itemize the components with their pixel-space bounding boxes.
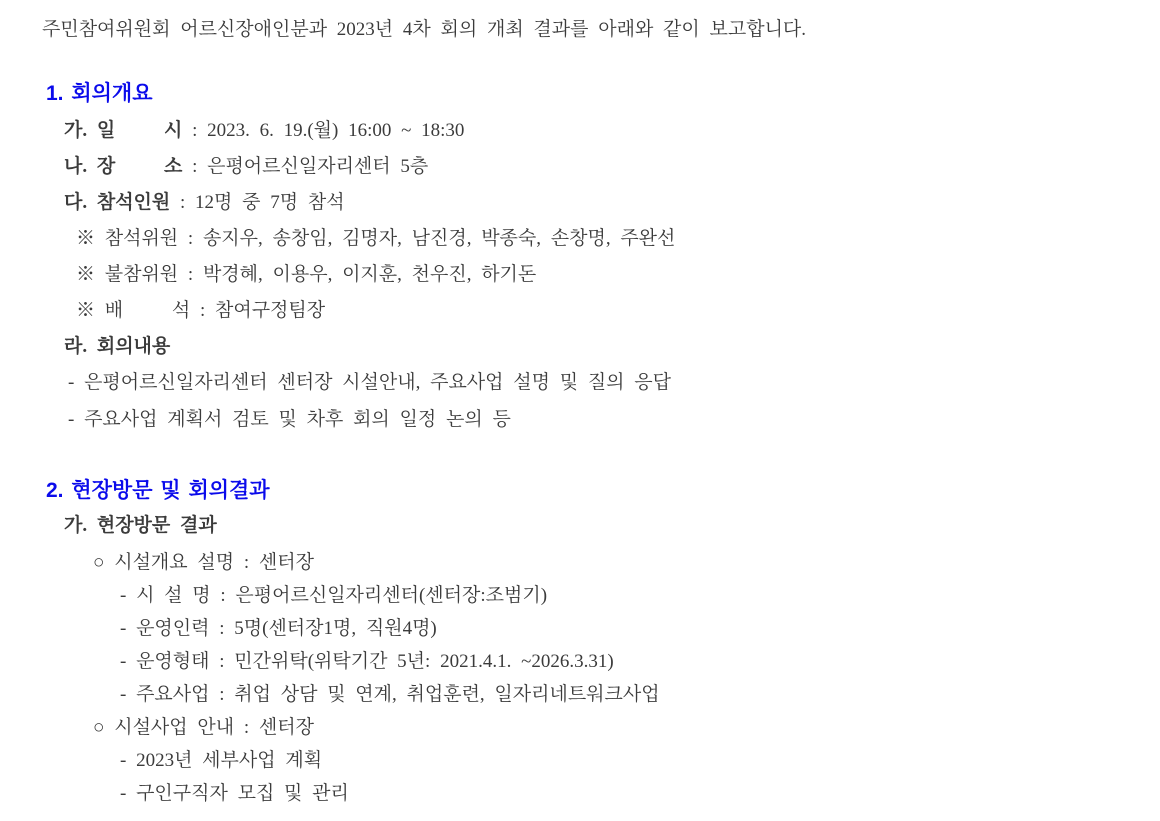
attendance-count-line xyxy=(0,191,1160,215)
section-2-heading xyxy=(0,478,1160,503)
text-segment: - 시 설 명 : 은평어르신일자리센터(센터장:조범기) xyxy=(120,585,548,606)
text-segment: ※ 불참위원 : 박경혜, 이용우, 이지훈, 천우진, 하기돈 xyxy=(76,264,537,285)
label-text: 다. 참석인원 xyxy=(64,192,171,213)
text-segment: ○ 시설사업 안내 : 센터장 xyxy=(93,717,314,738)
meeting-content-item-2 xyxy=(0,408,1160,432)
facility-business-guide-line xyxy=(0,716,1160,740)
meeting-place-line xyxy=(0,155,1160,179)
text-segment: - 2023년 세부사업 계획 xyxy=(120,750,323,771)
site-visit-result-heading xyxy=(0,514,1160,538)
observer-note xyxy=(0,299,1160,323)
section-1-heading xyxy=(0,81,1160,106)
absentees-note xyxy=(0,263,1160,287)
text-segment: - 운영인력 : 5명(센터장1명, 직원4명) xyxy=(120,618,437,639)
recruit-management-line xyxy=(0,782,1160,806)
meeting-contents-heading xyxy=(0,335,1160,359)
facility-overview-line xyxy=(0,551,1160,575)
staffing-line xyxy=(0,617,1160,641)
text-segment: - 구인구직자 모집 및 관리 xyxy=(120,783,349,804)
text-segment: - 은평어르신일자리센터 센터장 시설안내, 주요사업 설명 및 질의 응답 xyxy=(68,372,671,393)
operation-type-line xyxy=(0,650,1160,674)
label-text: 2. 현장방문 및 회의결과 xyxy=(46,479,270,502)
label-text: 가. 일 시 xyxy=(64,120,183,141)
main-business-line xyxy=(0,683,1160,707)
text-segment: ※ 배 석 : 참여구정팀장 xyxy=(76,300,326,321)
report-intro xyxy=(0,18,1160,42)
text-segment: 주민참여위원회 어르신장애인분과 2023년 4차 회의 개최 결과를 아래와 같이 보고합니다. xyxy=(42,19,807,40)
text-segment: : 은평어르신일자리센터 5층 xyxy=(182,156,429,177)
text-segment: - 주요사업 계획서 검토 및 차후 회의 일정 논의 등 xyxy=(68,409,511,430)
document-body xyxy=(0,18,1160,806)
meeting-datetime-line xyxy=(0,119,1160,143)
text-segment: ※ 참석위원 : 송지우, 송창임, 김명자, 남진경, 박종숙, 손창명, 주완선 xyxy=(76,228,676,249)
attendees-note xyxy=(0,227,1160,251)
meeting-content-item-1 xyxy=(0,371,1160,395)
label-text: 나. 장 소 xyxy=(64,156,183,177)
label-text: 라. 회의내용 xyxy=(64,336,171,357)
text-segment: : 12명 중 7명 참석 xyxy=(170,192,345,213)
text-segment: ○ 시설개요 설명 : 센터장 xyxy=(93,552,314,573)
label-text: 1. 회의개요 xyxy=(46,82,153,105)
label-text: 가. 현장방문 결과 xyxy=(64,515,217,536)
text-segment: - 주요사업 : 취업 상담 및 연계, 취업훈련, 일자리네트워크사업 xyxy=(120,684,660,705)
facility-name-line xyxy=(0,584,1160,608)
business-plan-line xyxy=(0,749,1160,773)
text-segment: - 운영형태 : 민간위탁(위탁기간 5년: 2021.4.1. ~2026.3.31) xyxy=(120,651,614,672)
text-segment: : 2023. 6. 19.(월) 16:00 ~ 18:30 xyxy=(182,120,465,141)
